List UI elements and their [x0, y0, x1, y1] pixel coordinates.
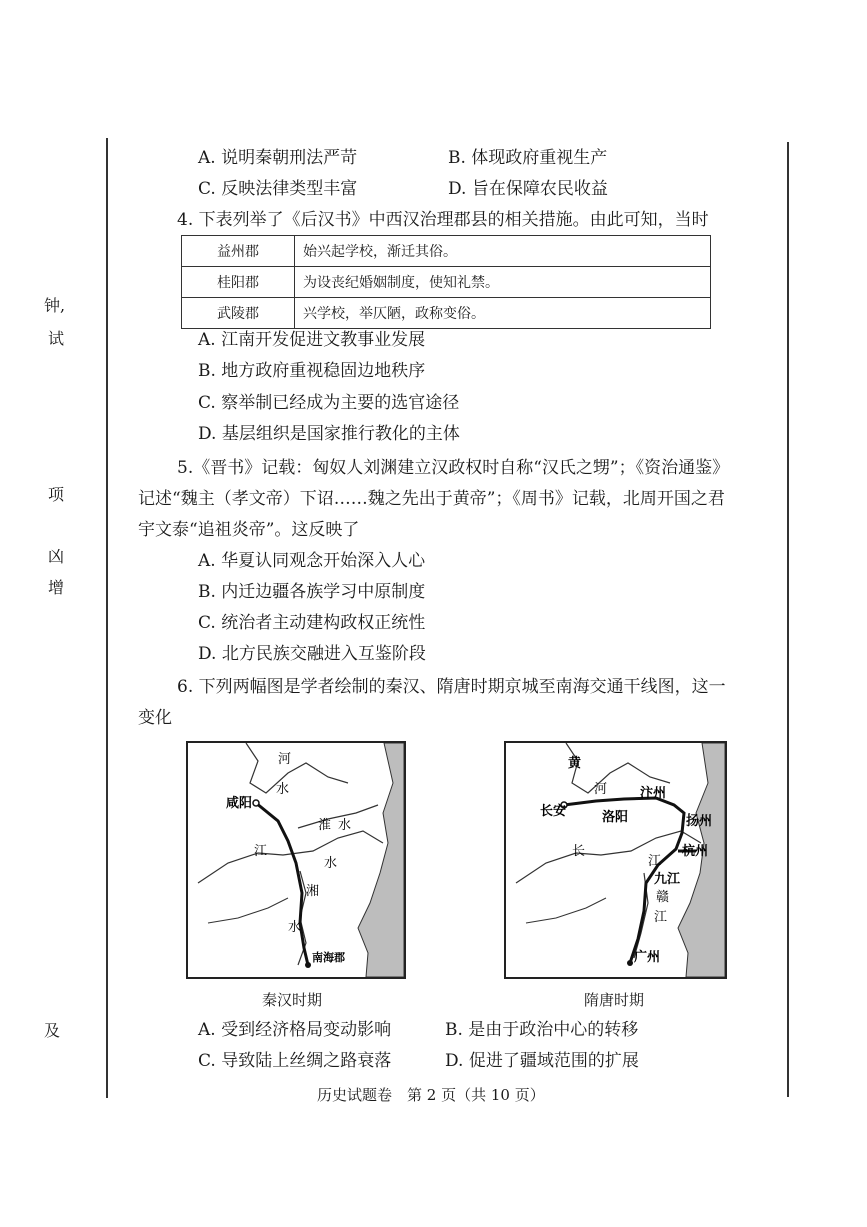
q4-option-b: B. 地方政府重视稳固边地秩序 — [198, 361, 426, 381]
map-label-changan: 长安 — [540, 804, 567, 819]
map-label: 河 — [278, 752, 292, 767]
table-row — [182, 267, 711, 298]
table-cell-measure: 兴学校，举仄陋，政称变俗。 — [295, 298, 711, 329]
margin-fragment: 增 — [48, 578, 65, 597]
map-label-bianzhou: 汴州 — [640, 786, 667, 801]
q4-option-c: C. 察举制已经成为主要的选官途径 — [198, 393, 460, 413]
left-margin-line — [106, 138, 108, 1098]
map-label-hangzhou: 杭州 — [682, 844, 709, 859]
map-label: 水 — [276, 782, 290, 797]
q4-stem: 4. 下表列举了《后汉书》中西汉治理郡县的相关措施。由此可知，当时 — [177, 210, 709, 230]
margin-fragment: 试 — [48, 329, 65, 348]
q5-stem-line-1: 5.《晋书》记载：匈奴人刘渊建立汉政权时自称“汉氏之甥”；《资治通鉴》 — [177, 458, 730, 478]
page-footer: 历史试题卷 第 2 页（共 10 页） — [317, 1086, 545, 1104]
q6-stem-line-1: 6. 下列两幅图是学者绘制的秦汉、隋唐时期京城至南海交通干线图，这一 — [177, 677, 726, 697]
map-label: 淮 — [318, 818, 332, 833]
nanhai-marker — [305, 962, 311, 968]
q3-option-d: D. 旨在保障农民收益 — [448, 179, 608, 199]
q3-option-a: A. 说明秦朝刑法严苛 — [198, 148, 358, 168]
q6-option-c: C. 导致陆上丝绸之路衰落 — [198, 1051, 392, 1071]
margin-fragment: 钟, — [44, 296, 66, 315]
map-label-yangzhou: 扬州 — [686, 814, 713, 829]
map-label: 水 — [288, 920, 302, 935]
table-cell-prefecture: 益州郡 — [182, 236, 295, 267]
table-cell-measure: 为设丧纪婚姻制度，使知礼禁。 — [295, 267, 711, 298]
q4-option-a: A. 江南开发促进文教事业发展 — [198, 330, 426, 350]
map-label: 江 — [654, 910, 668, 925]
qinhan-route-map — [186, 741, 406, 979]
xianyang-marker — [253, 800, 259, 806]
map-label: 赣 — [656, 890, 670, 905]
q5-stem-line-2: 记述“魏主（孝文帝）下诏……魏之先出于黄帝”；《周书》记载，北周开国之君 — [138, 489, 725, 509]
tributary-line — [208, 898, 288, 923]
map-label: 水 — [338, 818, 352, 833]
q5-option-c: C. 统治者主动建构政权正统性 — [198, 613, 426, 633]
sea-area — [358, 743, 404, 977]
q5-stem-line-3: 宇文泰“追祖炎帝”。这反映了 — [138, 520, 360, 540]
map-label: 河 — [594, 782, 608, 797]
map-label-xianyang: 咸阳 — [226, 796, 253, 811]
map-label-luoyang: 洛阳 — [602, 810, 629, 825]
map-label: 水 — [324, 856, 338, 871]
suitang-map-drawing — [506, 743, 725, 977]
suitang-route-map — [504, 741, 727, 979]
table-cell-prefecture: 桂阳郡 — [182, 267, 295, 298]
q6-option-d: D. 促进了疆域范围的扩展 — [445, 1051, 639, 1071]
map1-caption: 秦汉时期 — [262, 991, 323, 1009]
map-label: 黄 — [568, 756, 582, 771]
q4-option-d: D. 基层组织是国家推行教化的主体 — [198, 424, 460, 444]
q6-stem-line-2: 变化 — [138, 708, 172, 728]
q4-measures-table — [181, 235, 711, 329]
yangtze-river-line — [198, 831, 383, 883]
map-label: 湘 — [306, 884, 320, 899]
margin-fragment: 凶 — [48, 547, 65, 566]
q5-option-d: D. 北方民族交融进入互鉴阶段 — [198, 644, 426, 664]
map-label: 长 — [572, 844, 586, 859]
map-label-nanhai: 南海郡 — [312, 951, 345, 964]
margin-fragment: 及 — [44, 1021, 61, 1040]
right-margin-line — [787, 142, 789, 1097]
map-label-guangzhou: 广州 — [634, 950, 661, 965]
q5-option-b: B. 内迁边疆各族学习中原制度 — [198, 582, 426, 602]
table-row — [182, 236, 711, 267]
q3-option-c: C. 反映法律类型丰富 — [198, 179, 358, 199]
q6-option-a: A. 受到经济格局变动影响 — [198, 1020, 392, 1040]
map-label-jiujiang: 九江 — [654, 872, 681, 887]
map2-caption: 隋唐时期 — [584, 991, 645, 1009]
table-cell-prefecture: 武陵郡 — [182, 298, 295, 329]
q5-option-a: A. 华夏认同观念开始深入人心 — [198, 551, 426, 571]
guangzhou-marker — [627, 960, 633, 966]
table-row — [182, 298, 711, 329]
margin-fragment: 项 — [48, 485, 65, 504]
qinhan-map-drawing — [188, 743, 404, 977]
q3-option-b: B. 体现政府重视生产 — [448, 148, 608, 168]
tributary-line — [526, 898, 606, 923]
yellow-river-line — [246, 743, 348, 793]
map-label: 江 — [254, 844, 268, 859]
q6-option-b: B. 是由于政治中心的转移 — [445, 1020, 639, 1040]
sea-area — [678, 743, 725, 977]
map-label: 江 — [648, 854, 662, 869]
table-cell-measure: 始兴起学校，渐迁其俗。 — [295, 236, 711, 267]
